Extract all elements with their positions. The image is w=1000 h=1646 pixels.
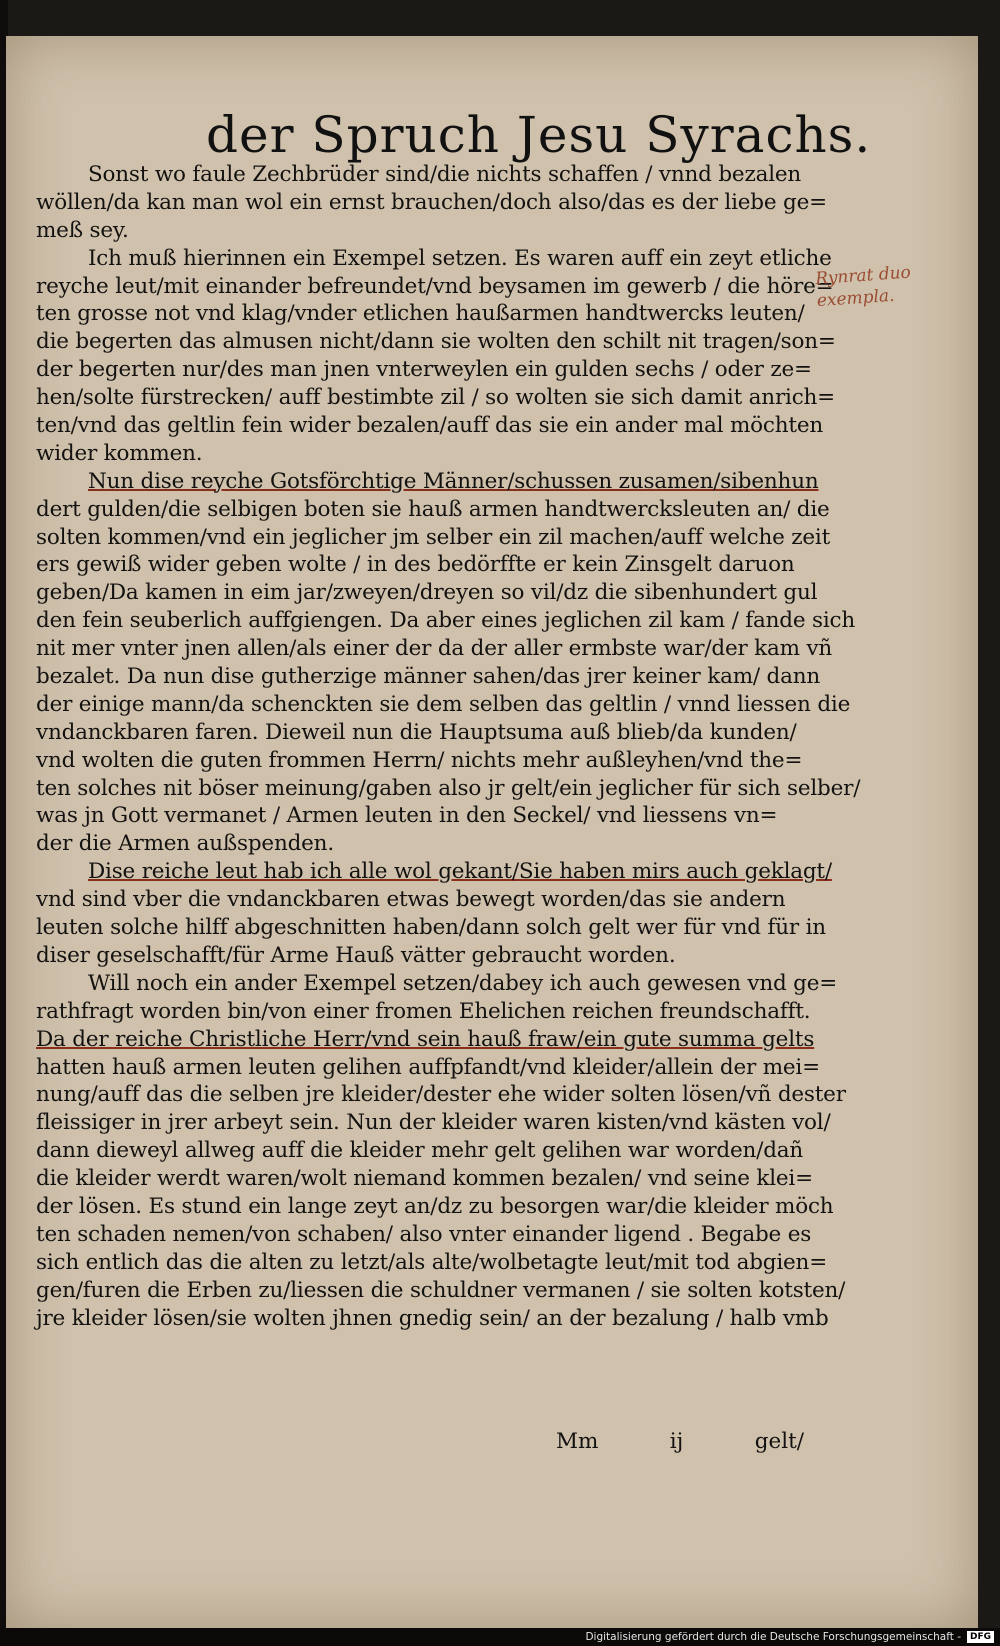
text-line: hen/solte fürstrecken/ auff bestimbte zil / so wolten sie sich damit anrich= [36,385,835,411]
text-line: vnd sind vber die vndanckbaren etwas bewegt worden/das sie andern [36,887,786,913]
catchword: gelt/ [754,1429,804,1454]
text-line: der lösen. Es stund ein lange zeyt an/dz zu besorgen war/die kleider möch [36,1193,834,1219]
text-line: Dise reiche leut hab ich alle wol gekant/Sie haben mirs auch geklagt/ [88,859,832,885]
text-line: der einige mann/da schenckten sie dem selben das geltlin / vnnd liessen die [36,691,851,717]
text-line: der die Armen außspenden. [36,831,334,857]
text-line: Da der reiche Christliche Herr/vnd sein hauß fraw/ein gute summa gelts [36,1026,815,1052]
text-line: die begerten das almusen nicht/dann sie wolten den schilt nit tragen/son= [36,329,836,355]
text-line: vndanckbaren faren. Dieweil nun die Hauptsuma auß blieb/da kunden/ [36,719,797,745]
text-line: leuten solche hilff abgeschnitten haben/dann solch gelt wer für vnd für in [36,915,826,941]
text-line: diser geselschafft/für Arme Hauß vätter gebraucht worden. [36,942,676,968]
text-line: reyche leut/mit einander befreundet/vnd beysamen im gewerb / die höre= [36,273,834,299]
signature-number: ij [669,1429,684,1454]
text-line: solten kommen/vnd ein jeglicher jm selber ein zil machen/auff welche zeit [36,524,831,550]
running-head: der Spruch Jesu Syrachs. [206,106,872,164]
text-line: den fein seuberlich auffgiengen. Da aber eines jeglichen zil kam / fande sich [36,608,855,634]
margin-note: Rynrat duo exempla. [814,262,912,312]
text-line: die kleider werdt waren/wolt niemand kommen bezalen/ vnd seine klei= [36,1166,813,1192]
text-line: ers gewiß wider geben wolte / in des bedörffte er kein Zinsgelt daruon [36,552,795,578]
text-line: ten schaden nemen/von schaben/ also vnter einander ligend . Begabe es [36,1221,812,1247]
text-line: meß sey. [36,217,129,243]
text-line: geben/Da kamen in eim jar/zweyen/dreyen so vil/dz die sibenhundert gul [36,580,818,606]
text-line: gen/furen die Erben zu/liessen die schuldner vermanen / sie solten kotsten/ [36,1277,846,1303]
text-line: Ich muß hierinnen ein Exempel setzen. Es waren auff ein zeyt etliche [88,245,832,271]
text-line: was jn Gott vermanet / Armen leuten in den Seckel/ vnd liessens vn= [36,803,778,829]
text-line: ten solches nit böser meinung/gaben also jr gelt/ein jeglicher für sich selber/ [36,775,861,801]
book-page [6,36,978,1628]
text-line: hatten hauß armen leuten gelihen auffpfandt/vnd kleider/allein der mei= [36,1054,820,1080]
text-line: jre kleider lösen/sie wolten jhnen gnedig sein/ an der bezalung / halb vmb [36,1305,829,1331]
text-line: dert gulden/die selbigen boten sie hauß armen handtwercksleuten an/ die [36,496,830,522]
text-line: wöllen/da kan man wol ein ernst brauchen/doch also/das es der liebe ge= [36,189,827,215]
text-line: dann dieweyl allweg auff die kleider mehr gelt gelihen war worden/dañ [36,1138,804,1164]
text-line: Will noch ein ander Exempel setzen/dabey ich auch gewesen vnd ge= [88,970,838,996]
signature-mark: Mm [556,1429,599,1454]
text-line: wider kommen. [36,440,203,466]
text-line: vnd wolten die guten frommen Herrn/ nichts mehr außleyhen/vnd the= [36,747,803,773]
text-line: nit mer vnter jnen allen/als einer der da der aller ermbste war/der kam vñ [36,636,833,662]
signature-line [556,1429,804,1454]
text-line: Sonst wo faule Zechbrüder sind/die nichts schaffen / vnnd bezalen [88,162,802,187]
dfg-logo: DFG [967,1631,994,1643]
text-block [36,161,861,1332]
text-line: nung/auff das die selben jre kleider/dester ehe wider solten lösen/vñ dester [36,1082,846,1108]
text-line: rathfragt worden bin/von einer fromen Ehelichen reichen freundschafft. [36,998,811,1024]
text-line: fleissiger in jrer arbeyt sein. Nun der kleider waren kisten/vnd kästen vol/ [36,1110,831,1136]
footer-bar [0,1628,1000,1646]
text-line: sich entlich das die alten zu letzt/als alte/wolbetagte leut/mit tod abgien= [36,1249,828,1275]
text-line: ten/vnd das geltlin fein wider bezalen/auff das sie ein ander mal möchten [36,413,823,439]
text-line: ten grosse not vnd klag/vnder etlichen haußarmen handtwercks leuten/ [36,301,805,327]
text-line: Nun dise reyche Gotsförchtige Männer/schussen zusamen/sibenhun [88,468,819,494]
text-line: der begerten nur/des man jnen vnterweylen ein gulden sechs / oder ze= [36,357,812,383]
footer-credit: Digitalisierung gefördert durch die Deutsche Forschungsgemeinschaft - [585,1631,961,1643]
text-line: bezalet. Da nun dise gutherzige männer sahen/das jrer keiner kam/ dann [36,664,821,690]
